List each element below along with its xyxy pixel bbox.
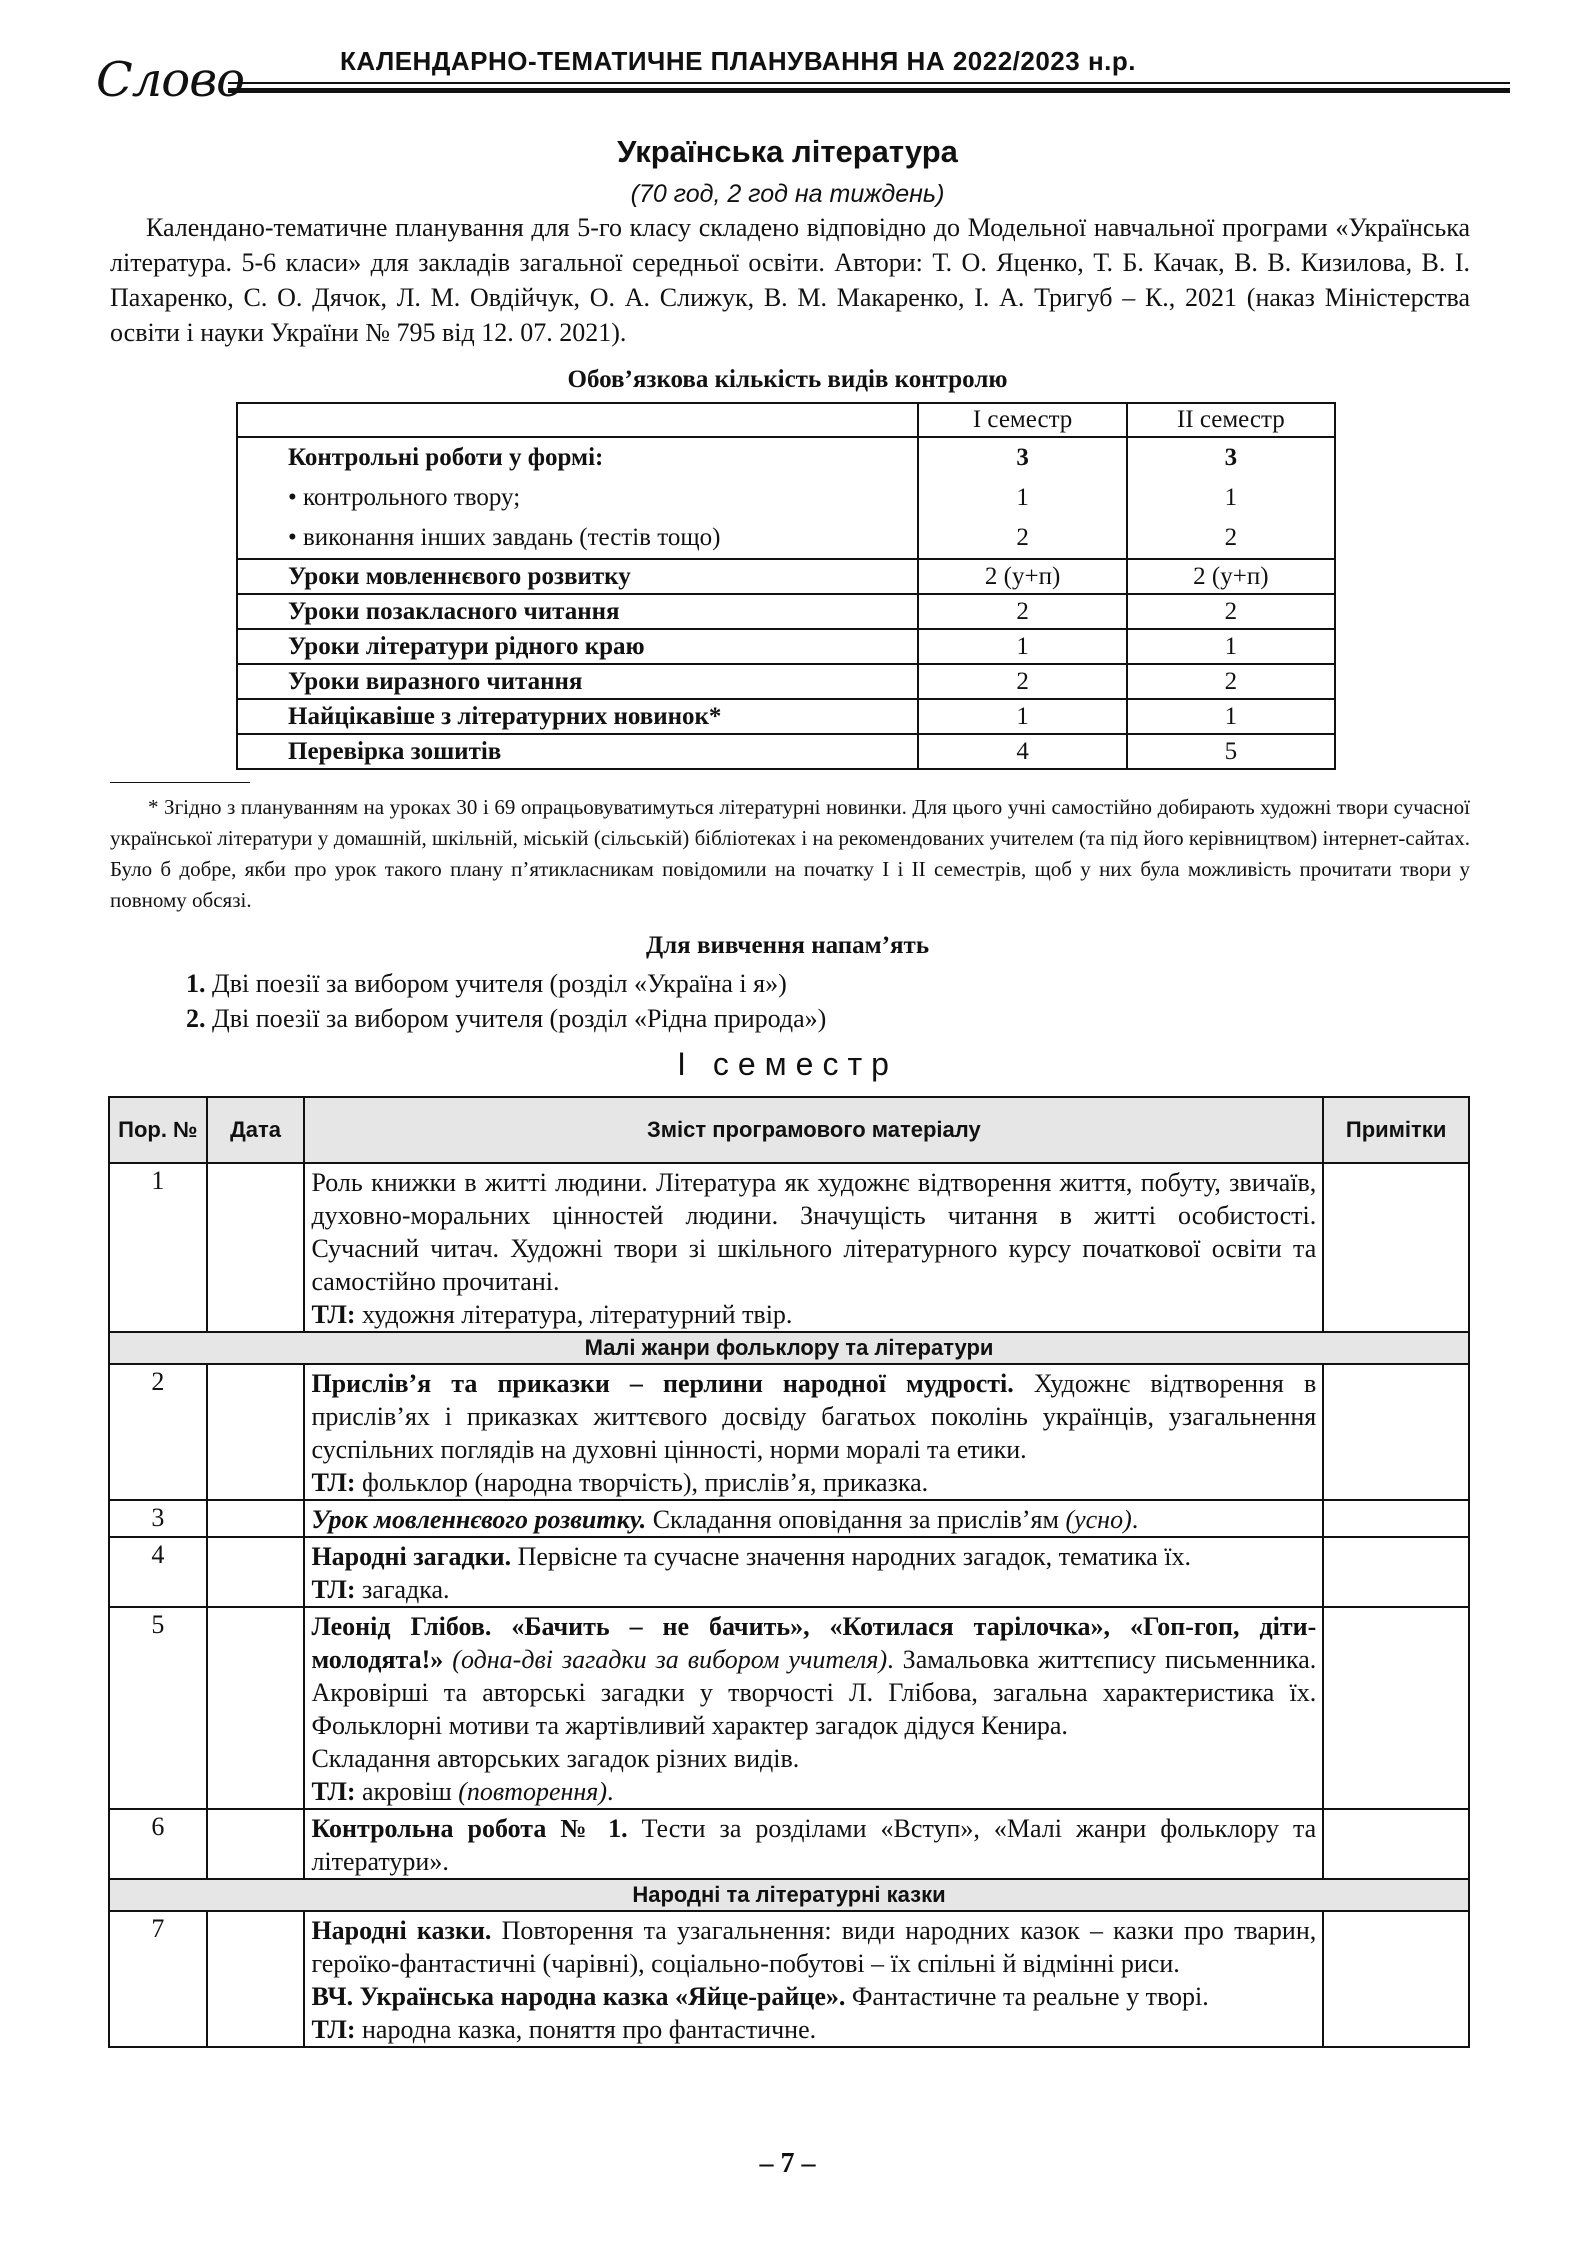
memorize-item-text: Дві поезії за вибором учителя (розділ «Україна і я») (212, 969, 787, 998)
hours-subtitle: (70 год, 2 год на тиждень) (630, 180, 945, 208)
lesson-content (304, 1607, 1323, 1809)
table-row (109, 1607, 1469, 1809)
memorize-list (186, 966, 826, 1036)
control-row (237, 664, 1335, 699)
lesson-text-end: . (1131, 1505, 1139, 1534)
lesson-date (207, 1364, 305, 1500)
tl-text: загадка. (355, 1575, 450, 1604)
control-value: 2 (918, 594, 1126, 629)
lesson-text: . Замальовка життєпису письменника. Акровірші та авторські загадки у творчості Л. Глібова, загальна характеристика їх. Фольклорні мотиви та жартівливий характер загадок дідуся Кенира. (311, 1645, 1317, 1740)
lesson-date (207, 1163, 305, 1332)
lesson-number: 5 (109, 1607, 207, 1809)
control-label: Уроки виразного читання (237, 664, 918, 699)
control-label: Уроки позакласного читання (237, 594, 918, 629)
control-row (237, 699, 1335, 734)
table-row (109, 1163, 1469, 1332)
footnote-rule (110, 782, 250, 783)
lesson-number: 1 (109, 1163, 207, 1332)
table-row (109, 1537, 1469, 1607)
header-rule-thin (228, 82, 1510, 84)
lesson-title: Народні казки. (311, 1916, 492, 1945)
page-number: – 7 – (759, 2148, 816, 2179)
lesson-note: (одна-дві загадки за вибором учителя) (443, 1645, 888, 1674)
lesson-title-extra: ВЧ. Українська народна казка «Яйце-райце». (311, 1982, 846, 2011)
control-table (236, 402, 1336, 770)
control-row (237, 559, 1335, 594)
publisher-logo: Слово (96, 52, 245, 108)
lesson-text: Роль книжки в житті людини. Література як художнє відтворення життя, побуту, звичаїв, духовно-моральних цінностей людини. Значущість читання в житті особистості. Сучасний читач. Художні твори зі шкільного літературного курсу початкової освіти та самостійно прочитані. (311, 1168, 1317, 1296)
control-value: 2 (1127, 664, 1335, 699)
lesson-notes (1323, 1537, 1469, 1607)
lesson-date (207, 1500, 305, 1537)
lesson-date (207, 1607, 305, 1809)
tl-label: ТЛ: (311, 2015, 356, 2044)
lesson-text: Повторення та узагальнення: види народних казок – казки про тварин, героїко-фантастичні (чарівні), соціально-побутові – їх спільні й відмінні риси. (311, 1916, 1317, 1978)
lesson-number: 3 (109, 1500, 207, 1537)
running-header: КАЛЕНДАРНО-ТЕМАТИЧНЕ ПЛАНУВАННЯ НА 2022/2023 н.р. (340, 46, 1136, 76)
tl-text: народна казка, поняття про фантастичне. (355, 2015, 817, 2044)
lesson-text: Тести за розділами «Вступ», «Малі жанри фольклору та літератури». (311, 1814, 1317, 1876)
control-value: 2 (у+п) (1127, 559, 1335, 594)
header-number: Пор. № (109, 1097, 207, 1163)
section-title: Малі жанри фольклору та літератури (109, 1332, 1469, 1364)
tl-label: ТЛ: (311, 1575, 356, 1604)
lesson-title: Прислів’я та приказки – перлини народної мудрості. (311, 1369, 1014, 1398)
intro-paragraph: Календано-тематичне планування для 5-го класу складено відповідно до Модельної навчальної програми «Українська література. 5-6 класи» для закладів загальної середньої освіти. Автори: Т. О. Яценко, Т. Б. Качак, В. В. Кизилова, В. І. Пахаренко, С. О. Дячок, Л. М. Овдійчук, О. А. Слижук, В. М. Макаренко, І. А. Тригуб – К., 2021 (наказ Міністерства освіти і науки України № 795 від 12. 07. 2021). (110, 213, 1470, 347)
lesson-notes (1323, 1500, 1469, 1537)
tl-text: художня література, літературний твір. (355, 1300, 793, 1329)
lesson-content (304, 1911, 1323, 2047)
control-value: 2 (1016, 524, 1029, 551)
lesson-date (207, 1809, 305, 1879)
control-header-empty (237, 403, 918, 437)
control-tests-labels (237, 437, 918, 559)
control-value: 1 (918, 699, 1126, 734)
control-value: 1 (1016, 484, 1029, 511)
lesson-notes (1323, 1809, 1469, 1879)
memorize-item-text: Дві поезії за вибором учителя (розділ «Рідна природа») (212, 1004, 827, 1033)
header-notes: Примітки (1323, 1097, 1469, 1163)
memorize-item-number: 1. (186, 969, 206, 998)
lesson-date (207, 1911, 305, 2047)
lesson-title: Контрольна робота № 1. (311, 1814, 628, 1843)
control-tests-s1 (918, 437, 1126, 559)
table-row (109, 1500, 1469, 1537)
lesson-content (304, 1364, 1323, 1500)
header-rule-thick (228, 88, 1510, 93)
lesson-text: Первісне та сучасне значення народних загадок, тематика їх. (511, 1542, 1191, 1571)
section-row (109, 1879, 1469, 1911)
tl-end: . (607, 1777, 614, 1806)
table-row (109, 1809, 1469, 1879)
lesson-content (304, 1537, 1323, 1607)
lesson-title: Леонід Глібов. «Бачить – не бачить», «Котилася тарілочка», «Гоп-гоп, діти-молодята!» (311, 1612, 1317, 1674)
lesson-notes (1323, 1911, 1469, 2047)
lesson-title: Народні загадки. (311, 1542, 512, 1571)
header-date: Дата (207, 1097, 305, 1163)
subject-title: Українська література (617, 134, 958, 169)
section-title: Народні та літературні казки (109, 1879, 1469, 1911)
control-label: • контрольного твору; (288, 484, 521, 511)
lesson-notes (1323, 1163, 1469, 1332)
memorize-caption: Для вивчення напам’ять (645, 932, 930, 959)
lesson-content (304, 1809, 1323, 1879)
memorize-item (186, 966, 826, 1001)
lesson-title: Урок мовленнєвого розвитку. (311, 1505, 647, 1534)
control-value: 1 (918, 629, 1126, 664)
control-value: 2 (1127, 594, 1335, 629)
tl-label: ТЛ: (311, 1468, 356, 1497)
control-value: 2 (у+п) (918, 559, 1126, 594)
control-label: Контрольні роботи у формі: (288, 444, 604, 471)
lesson-date (207, 1537, 305, 1607)
control-label: Уроки мовленнєвого розвитку (237, 559, 918, 594)
header-content: Зміст програмового матеріалу (304, 1097, 1323, 1163)
table-row (109, 1911, 1469, 2047)
control-row (237, 629, 1335, 664)
control-value: 1 (1127, 629, 1335, 664)
control-header-semester-1: І семестр (918, 403, 1126, 437)
control-row (237, 594, 1335, 629)
lesson-text: Складання оповідання за прислів’ям (646, 1505, 1066, 1534)
tl-note: (повторення) (458, 1777, 608, 1806)
control-row-tests (237, 437, 1335, 559)
control-row (237, 734, 1335, 769)
control-value: 3 (1224, 444, 1238, 471)
lesson-number: 6 (109, 1809, 207, 1879)
lesson-notes (1323, 1364, 1469, 1500)
control-table-caption: Обов’язкова кількість видів контролю (567, 366, 1008, 393)
control-label: Найцікавіше з літературних новинок* (237, 699, 918, 734)
control-table-header (237, 403, 1335, 437)
lesson-notes (1323, 1607, 1469, 1809)
lesson-number: 2 (109, 1364, 207, 1500)
control-value: 4 (918, 734, 1126, 769)
tl-label: ТЛ: (311, 1300, 356, 1329)
lesson-plan-table (108, 1096, 1470, 2048)
lesson-content (304, 1163, 1323, 1332)
control-tests-s2 (1127, 437, 1335, 559)
lesson-number: 4 (109, 1537, 207, 1607)
lesson-text-extra: Фантастичне та реальне у творі. (845, 1982, 1209, 2011)
control-value: 2 (918, 664, 1126, 699)
lesson-table-header (109, 1097, 1469, 1163)
semester-title: І семестр (677, 1046, 898, 1082)
control-header-semester-2: ІІ семестр (1127, 403, 1335, 437)
control-value: 3 (1016, 444, 1029, 471)
control-label: Уроки літератури рідного краю (237, 629, 918, 664)
lesson-text-extra: Складання авторських загадок різних видів. (311, 1744, 800, 1773)
memorize-item-number: 2. (186, 1004, 206, 1033)
tl-text: акровіш (355, 1777, 459, 1806)
tl-label: ТЛ: (311, 1777, 356, 1806)
table-row (109, 1364, 1469, 1500)
control-value: 1 (1224, 484, 1238, 511)
memorize-item (186, 1001, 826, 1036)
control-value: 2 (1224, 524, 1238, 551)
tl-text: фольклор (народна творчість), прислів’я, приказка. (355, 1468, 929, 1497)
section-row (109, 1332, 1469, 1364)
lesson-number: 7 (109, 1911, 207, 2047)
control-label: • виконання інших завдань (тестів тощо) (288, 524, 721, 551)
lesson-content (304, 1500, 1323, 1537)
footnote: * Згідно з плануванням на уроках 30 і 69 опрацьовуватимуться літературні новинки. Для цього учні самостійно добирають художні твори сучасної української літератури у домашній, шкільній, міській (сільській) бібліотеках і на рекомендованих учителем (та під його керівництвом) інтернет-сайтах. Було б добре, якби про урок такого плану п’ятикласникам повідомили на початку І і ІІ семестрів, щоб у них була можливість прочитати твори у повному обсязі. (110, 795, 1470, 912)
lesson-note: (усно) (1065, 1505, 1132, 1534)
control-label: Перевірка зошитів (237, 734, 918, 769)
lesson-text: Художнє відтворення в прислів’ях і приказках життєвого досвіду багатьох поколінь українців, узагальнення суспільних поглядів на духовні цінності, норми моралі та етики. (311, 1369, 1317, 1464)
control-value: 1 (1127, 699, 1335, 734)
control-value: 5 (1127, 734, 1335, 769)
